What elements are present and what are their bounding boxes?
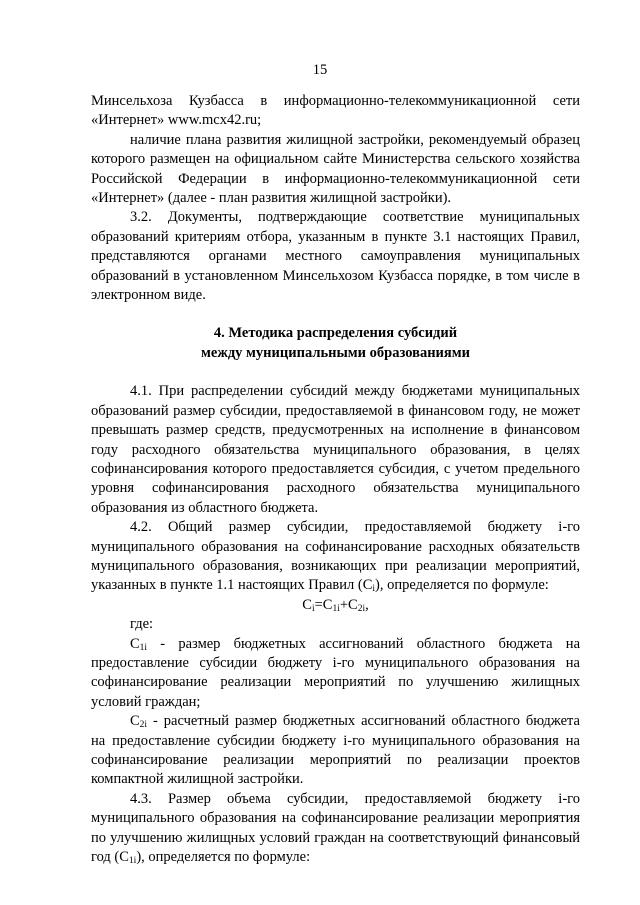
paragraph-plan-requirement: наличие плана развития жилищной застройки, рекомендуемый образец которого размещен на официальном сайте Министерства сельского хозяйства Российской Федерации в информационно-телекоммуникационной сети «Интернет» (далее - план развития жилищной застройки). bbox=[91, 131, 580, 207]
p4-sub: i bbox=[372, 584, 376, 595]
formula-t2-sub: 2i bbox=[357, 603, 366, 614]
formula-lhs-sub: i bbox=[311, 603, 315, 614]
def2-text: - расчетный размер бюджетных ассигнований областного бюджета на предоставление субсидии бюджету i-го муниципального образования на софинансирование реализации мероприятий по реализации проектов компактной жилищной застройки. bbox=[91, 713, 580, 788]
formula-end: , bbox=[365, 596, 369, 613]
paragraph-continuation: Минсельхоза Кузбасса в информационно-телекоммуникационной сети «Интернет» www.mcx42.ru; bbox=[91, 93, 580, 129]
definition-c1i bbox=[91, 635, 580, 713]
formula-plus: +C bbox=[339, 596, 358, 613]
page-number: 15 bbox=[312, 62, 328, 78]
paragraph-4-2 bbox=[91, 518, 580, 596]
def1-sub: 1i bbox=[139, 642, 148, 653]
p5-text: 4.3. Размер объема субсидии, предоставляемой бюджету i-го муниципального образования на софинансирование реализации мероприятия по улучшению жилищных условий граждан на соответствующий финансовый год (C bbox=[91, 790, 580, 866]
paragraph-4-3 bbox=[91, 790, 580, 868]
paragraph-4-1: 4.1. При распределении субсидий между бюджетами муниципальных образований размер субсидии, предоставляемой в финансовом году, не может превышать размер средств, предусмотренных на исполнение в финансовом году расходного обязательства муниципального образования, в целях софинансирования которого предоставляется субсидия, с учетом предельного уровня софинансирования расходного обязательства муниципального образования из областного бюджета. bbox=[91, 383, 580, 516]
section-heading-line2: между муниципальными образованиями bbox=[201, 344, 470, 361]
def2-symbol: C bbox=[130, 713, 140, 730]
section-heading bbox=[91, 324, 580, 363]
paragraph-3-2: 3.2. Документы, подтверждающие соответствие муниципальных образований критериям отбора, указанным в пункте 3.1 настоящих Правил, представляются органами местного самоуправления муниципальных образований в установленном Минсельхозом Кузбасса порядке, в том числе в электронном виде. bbox=[91, 209, 580, 304]
definition-c2i bbox=[91, 712, 580, 790]
def2-sub: 2i bbox=[139, 720, 148, 731]
formula-t1-sub: 1i bbox=[332, 603, 340, 614]
p5-sub: 1i bbox=[128, 856, 137, 867]
def1-text: - размер бюджетных ассигнований областного бюджета на предоставление субсидии бюджету i-го муниципального образования на софинансирование реализации мероприятий по улучшению жилищных условий граждан; bbox=[91, 635, 580, 710]
formula-eq: =C bbox=[314, 596, 333, 613]
formula-lhs: C bbox=[302, 596, 312, 613]
formula-ci bbox=[91, 596, 580, 615]
p4-tail: ), определяется по формуле: bbox=[375, 577, 549, 594]
document-body bbox=[91, 92, 580, 867]
def1-symbol: C bbox=[130, 635, 140, 652]
where-label: где: bbox=[130, 616, 154, 633]
p5-tail: ), определяется по формуле: bbox=[136, 849, 311, 866]
section-heading-line1: 4. Методика распределения субсидий bbox=[213, 325, 458, 342]
p4-text: 4.2. Общий размер субсидии, предоставляемой бюджету i-го муниципального образования на софинансирование расходных обязательств муниципального образования, возникающих при реализации мероприятий, указанных в пункте 1.1 настоящих Правил (C bbox=[91, 519, 580, 594]
